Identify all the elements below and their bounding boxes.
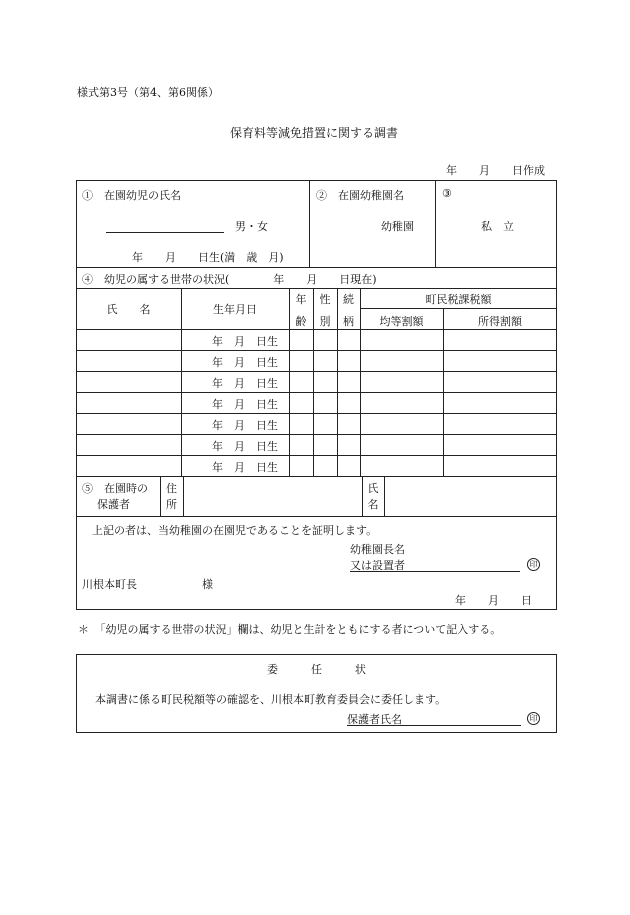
child-birth-date: 年 月 日生(満 歳 月): [132, 251, 284, 264]
row-birth: 年 月 日生: [212, 419, 278, 432]
header-sex-bottom: 別: [319, 315, 331, 328]
header-income-tax: 所得割額: [478, 315, 522, 328]
guardian-name-label-bottom: 名: [367, 498, 379, 511]
header-age-bottom: 齢: [295, 315, 307, 328]
certification-date: 年 月 日: [455, 594, 532, 607]
address-label-bottom: 所: [166, 498, 177, 511]
row-birth: 年 月 日生: [212, 461, 278, 474]
guardian-signature-label: 保護者氏名: [347, 713, 402, 726]
row-birth: 年 月 日生: [212, 440, 278, 453]
form-number: 様式第3号（第4、第6関係）: [77, 86, 219, 99]
kindergarten-value: 幼稚園: [381, 220, 414, 233]
gender-select[interactable]: 男・女: [235, 220, 268, 233]
delegation-text: 本調書に係る町民税額等の確認を、川根本町教育委員会に委任します。: [95, 693, 447, 706]
row-birth: 年 月 日生: [212, 335, 278, 348]
guardian-name-label-top: 氏: [367, 482, 379, 495]
founder-label: 又は設置者: [350, 559, 405, 572]
row-birth: 年 月 日生: [212, 377, 278, 390]
guardian-label-top: ⑤ 在園時の: [82, 482, 148, 495]
kindergarten-label: ② 在園幼稚園名: [316, 189, 404, 202]
header-tax: 町民税課税額: [425, 293, 492, 306]
principal-name-field[interactable]: [350, 571, 520, 572]
header-name: 氏 名: [106, 303, 151, 316]
note: ＊ 「幼児の属する世帯の状況」欄は、幼児と生計をともにする者について記入する。: [78, 623, 502, 636]
seal-icon: [527, 711, 540, 725]
seal-mark: 印: [527, 712, 540, 725]
section3-label: ③: [442, 187, 452, 200]
header-sex-top: 性: [319, 293, 331, 306]
header-birth: 生年月日: [213, 303, 257, 316]
certification-statement: 上記の者は、当幼稚園の在園児であることを証明します。: [92, 524, 378, 537]
row-birth: 年 月 日生: [212, 356, 278, 369]
child-name-label: ① 在園幼児の氏名: [82, 189, 181, 202]
mayor-label: 川根本町長: [82, 578, 137, 591]
address-label-top: 住: [166, 482, 177, 495]
guardian-signature-field[interactable]: [347, 725, 521, 726]
private-label: 私 立: [481, 220, 514, 233]
header-age-top: 年: [295, 293, 307, 306]
main-form: [76, 180, 557, 610]
principal-label: 幼稚園長名: [350, 543, 405, 556]
date-created: 年 月 日作成: [446, 164, 545, 177]
header-relation-bottom: 柄: [343, 315, 354, 328]
household-label: ④ 幼児の属する世帯の状況( 年 月 日現在): [82, 273, 377, 286]
child-name-field[interactable]: [106, 232, 224, 233]
delegation-title: 委 任 状: [267, 663, 366, 676]
seal-icon: [527, 557, 540, 571]
header-relation-top: 続: [343, 293, 354, 306]
honorific-label: 様: [202, 578, 213, 591]
seal-mark: 印: [527, 558, 540, 571]
row-birth: 年 月 日生: [212, 398, 278, 411]
guardian-label-bottom: 保護者: [97, 498, 130, 511]
document-title: 保育料等減免措置に関する調書: [230, 126, 399, 140]
header-equal-tax: 均等割額: [379, 315, 424, 328]
